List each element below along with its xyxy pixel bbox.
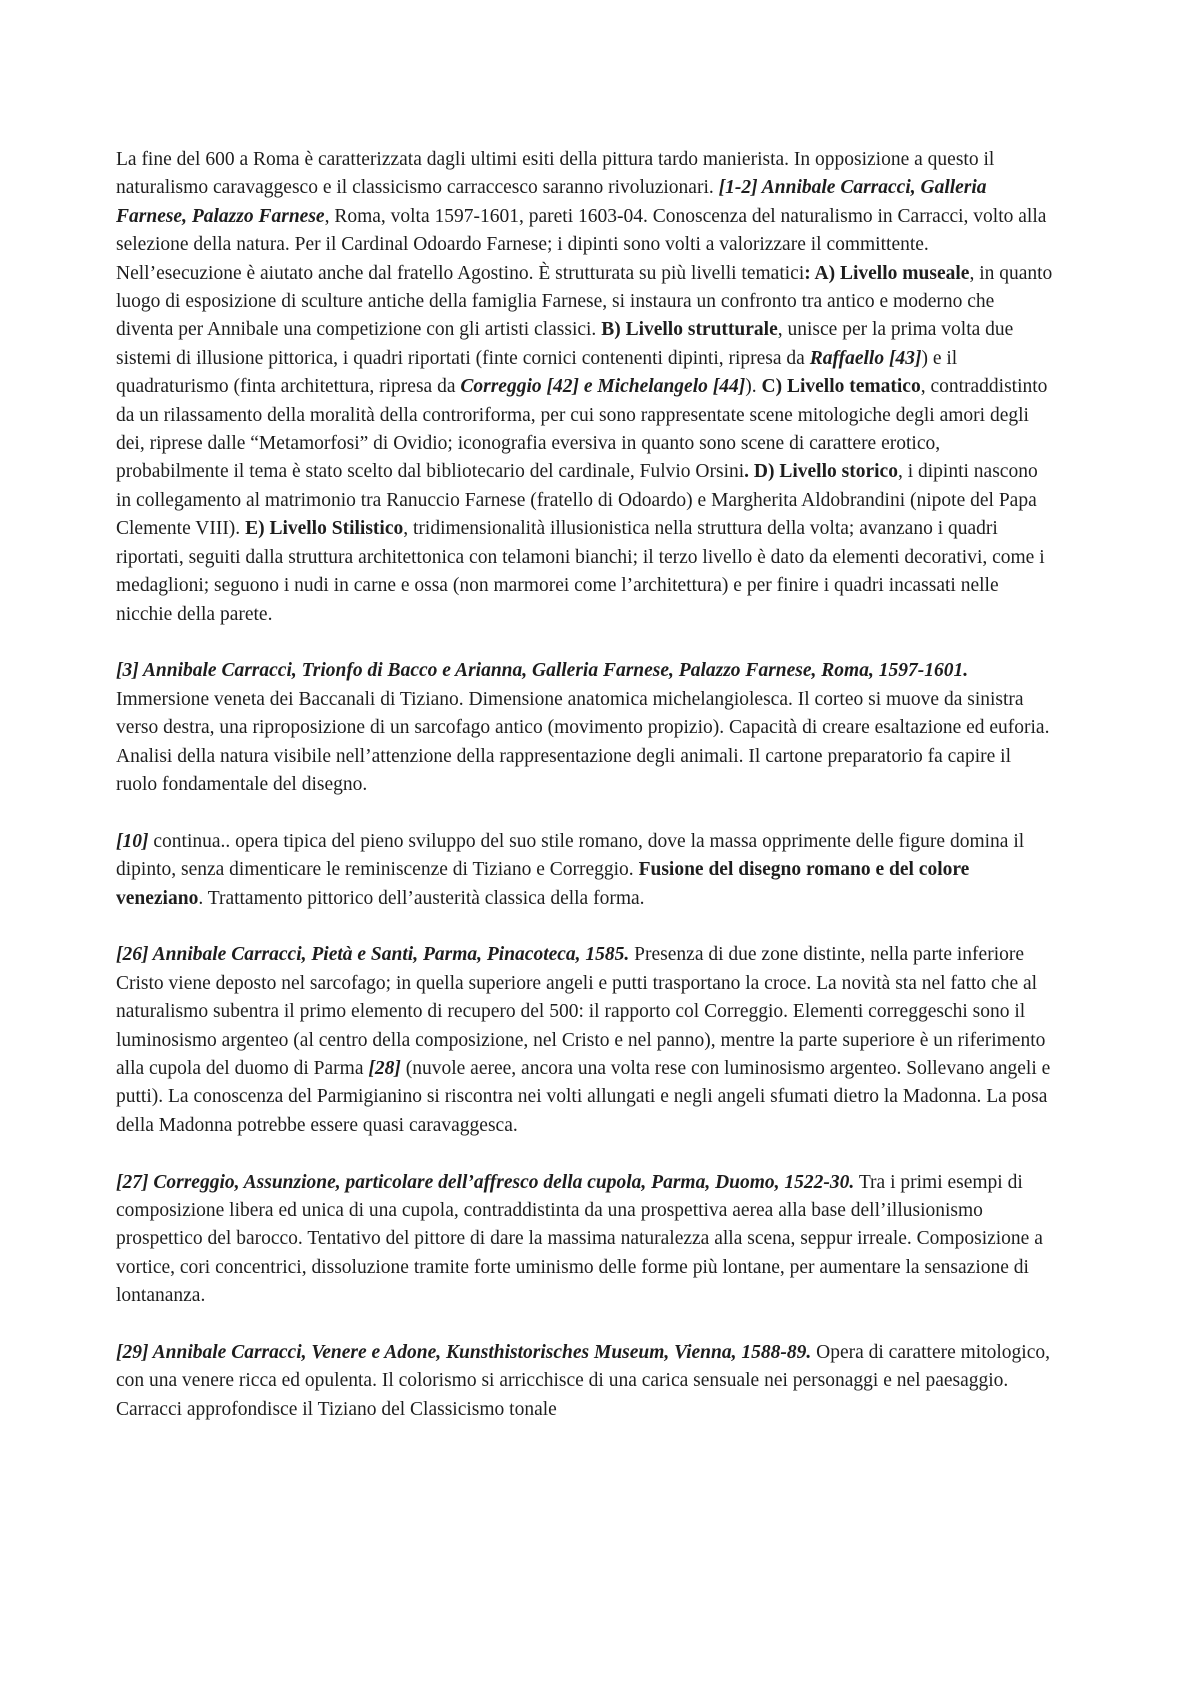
paragraph-trionfo-bacco — [116, 657, 1056, 799]
paragraph-text: Opera di carattere mitologico, con una venere ricca ed opulenta. Il colorismo si arricchisce di una carica sensuale nei personaggi e nel paesaggio. Carracci approfondisce il Tiziano del Classicismo tonale — [116, 1341, 1051, 1420]
artwork-reference: [10] — [116, 830, 149, 852]
artwork-reference: [1-2] Annibale Carracci, Galleria Farnese, Palazzo Farnese — [116, 177, 987, 227]
artwork-reference: Raffaello [43] — [809, 347, 922, 369]
paragraph-assunzione — [116, 1169, 1056, 1311]
emphasis-label: : A) Livello museale — [804, 262, 970, 284]
paragraph-text: Immersione veneta dei Baccanali di Tiziano. Dimensione anatomica michelangiolesca. Il corteo si muove da sinistra verso destra, una riproposizione di un sarcofago antico (movimento propizio). Capacità di creare esaltazione ed euforia. Analisi della natura visibile nell’attenzione della rappresentazione degli animali. Il cartone preparatorio fa capire il ruolo fondamentale del disegno. — [116, 688, 1050, 795]
paragraph-text: La fine del 600 a Roma è caratterizzata dagli ultimi esiti della pittura tardo manierista. In opposizione a questo il naturalismo caravaggesco e il classicismo carraccesco saranno rivoluzionari. — [116, 149, 995, 199]
document-page — [116, 146, 1056, 1453]
artwork-reference: [28] — [368, 1057, 401, 1079]
paragraph-pieta-santi — [116, 941, 1056, 1140]
paragraph-text: , Roma, volta 1597-1601, pareti 1603-04. Conoscenza del naturalismo in Carracci, volto alla selezione della natura. Per il Cardinal Odoardo Farnese; i dipinti sono volti a valorizzare il committente. Nell’esecuzione è aiutato anche dal fratello Agostino. È strutturata su più livelli tematici — [116, 205, 1047, 284]
paragraph-text: , i dipinti nascono in collegamento al matrimonio tra Ranuccio Farnese (fratello di Odoardo) e Margherita Aldobrandini (nipote del Papa Clemente VIII). — [116, 461, 1038, 540]
artwork-reference: [3] Annibale Carracci, Trionfo di Bacco e Arianna, Galleria Farnese, Palazzo Farnese, Roma, 1597-1601. — [116, 660, 969, 682]
paragraph-galleria-farnese — [116, 146, 1056, 629]
paragraph-continua — [116, 828, 1056, 913]
paragraph-text: , tridimensionalità illusionistica nella struttura della volta; avanzano i quadri riportati, seguiti dalla struttura architettonica con telamoni bianchi; il terzo livello è dato da elementi decorativi, come i medaglioni; seguono i nudi in carne e ossa (non marmorei come l’architettura) e per finire i quadri incassati nelle nicchie della parete. — [116, 518, 1045, 625]
artwork-reference: Correggio [42] e Michelangelo [44] — [460, 376, 746, 398]
artwork-reference: [29] Annibale Carracci, Venere e Adone, Kunsthistorisches Museum, Vienna, 1588-89. — [116, 1341, 812, 1363]
paragraph-text: continua.. opera tipica del pieno sviluppo del suo stile romano, dove la massa opprimente delle figure domina il dipinto, senza dimenticare le reminiscenze di Tiziano e Correggio. — [116, 830, 1025, 881]
artwork-reference: [26] Annibale Carracci, Pietà e Santi, Parma, Pinacoteca, 1585. — [116, 944, 630, 966]
paragraph-text: ) e il quadraturismo (finta architettura, ripresa da — [116, 347, 958, 398]
emphasis-label: E) Livello Stilistico — [245, 518, 404, 540]
emphasis-label: . D) Livello storico — [744, 461, 898, 483]
paragraph-text: ). — [745, 376, 762, 398]
paragraph-text: , contraddistinto da un rilassamento della moralità della controriforma, per cui sono rappresentate scene mitologiche degli amori degli dei, riprese dalle “Metamorfosi” di Ovidio; iconografia eversiva in quanto sono scene di carattere erotico, probabilmente il tema è stato scelto dal bibliotecario del cardinale, Fulvio Orsini — [116, 376, 1048, 483]
paragraph-text: , in quanto luogo di esposizione di sculture antiche della famiglia Farnese, si instaura un confronto tra antico e moderno che diventa per Annibale una competizione con gli artisti classici. — [116, 262, 1053, 341]
paragraph-venere-adone — [116, 1339, 1056, 1424]
emphasis-label: Fusione del disegno romano e del colore veneziano — [116, 859, 970, 909]
paragraph-text: (nuvole aeree, ancora una volta rese con luminosismo argenteo. Sollevano angeli e putti). La conoscenza del Parmigianino si riscontra nei volti allungati e negli angeli sfumati dietro la Madonna. La posa della Madonna potrebbe essere quasi caravaggesca. — [116, 1057, 1051, 1136]
paragraph-text: Tra i primi esempi di composizione libera ed unica di una cupola, contraddistinta da una prospettiva aerea alla base dell’illusionismo prospettico del barocco. Tentativo del pittore di dare la massima naturalezza alla scena, seppur irreale. Composizione a vortice, cori concentrici, dissoluzione tramite forte uminismo delle forme più lontane, per aumentare la sensazione di lontananza. — [116, 1171, 1043, 1307]
paragraph-text: , unisce per la prima volta due sistemi di illusione pittorica, i quadri riportati (finte cornici contenenti dipinti, ripresa da — [116, 319, 1014, 369]
artwork-reference: [27] Correggio, Assunzione, particolare dell’affresco della cupola, Parma, Duomo, 1522-30. — [116, 1171, 855, 1193]
emphasis-label: C) Livello tematico — [761, 376, 921, 398]
paragraph-text: Presenza di due zone distinte, nella parte inferiore Cristo viene deposto nel sarcofago; in quella superiore angeli e putti trasportano la croce. La novità sta nel fatto che al naturalismo subentra il primo elemento di recupero del 500: il rapporto col Correggio. Elementi correggeschi sono il luminosismo argenteo (al centro della composizione, nel Cristo e nel panno), mentre la parte superiore è un riferimento alla cupola del duomo di Parma — [116, 944, 1046, 1079]
emphasis-label: B) Livello strutturale — [601, 319, 778, 341]
paragraph-text: . Trattamento pittorico dell’austerità classica della forma. — [198, 887, 645, 909]
